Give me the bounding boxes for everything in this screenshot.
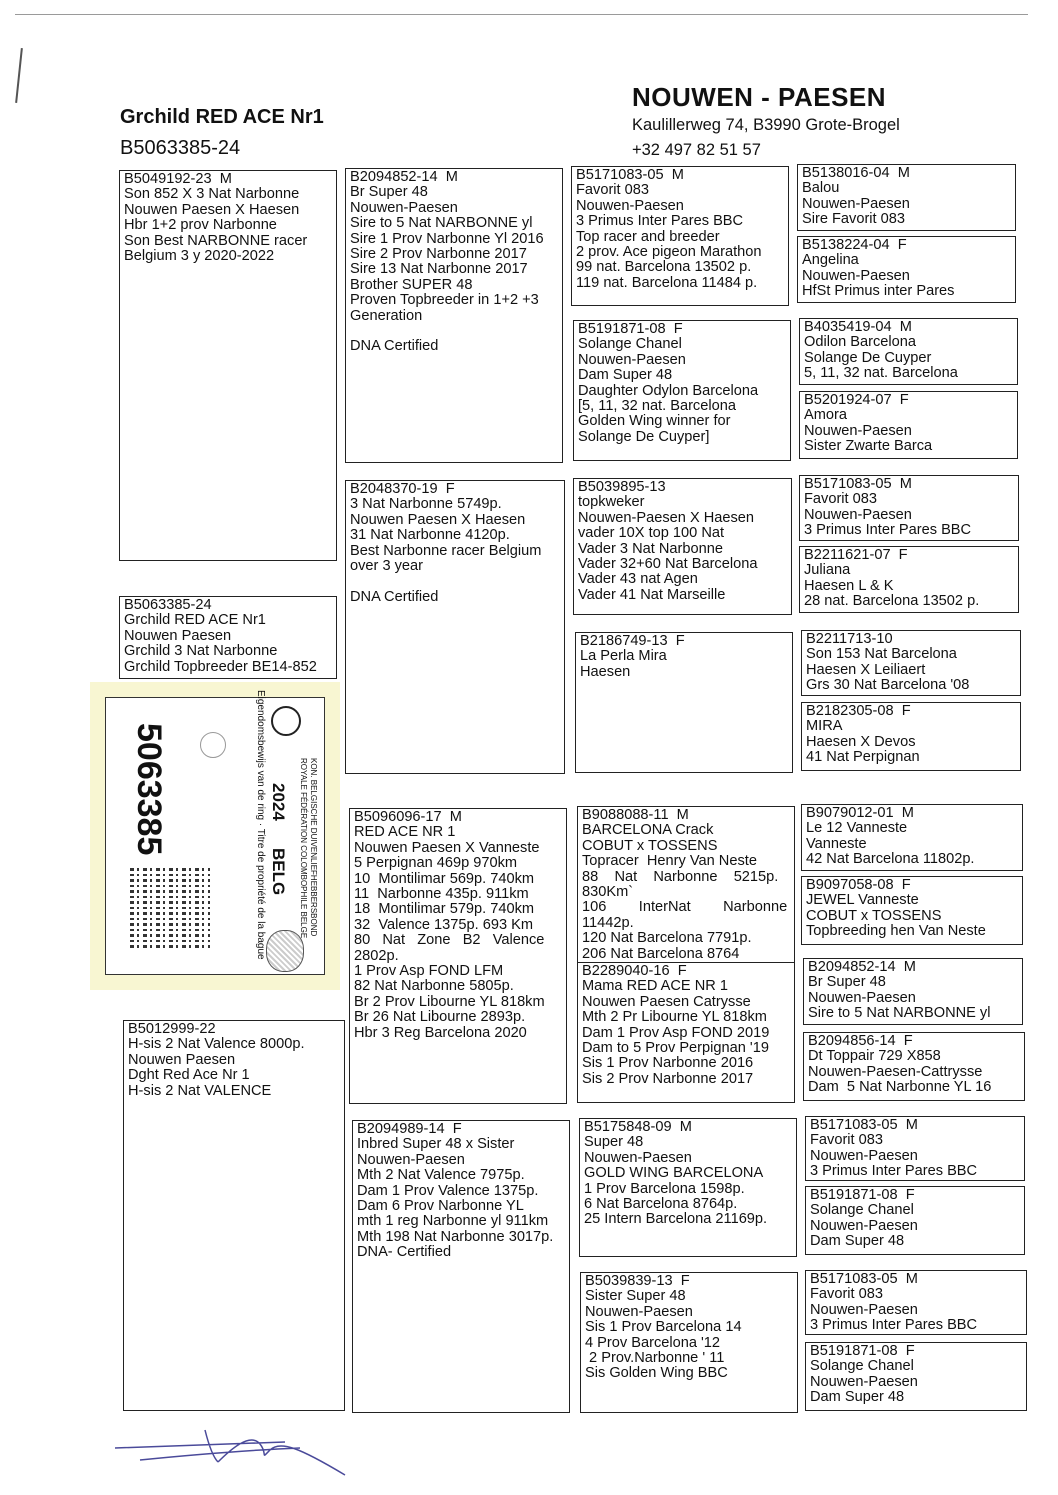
pedigree-line: Haesen L & K <box>804 578 894 594</box>
pedigree-line: Dam 1 Prov Valence 1375p. <box>357 1183 539 1199</box>
pedigree-line: RED ACE NR 1 <box>354 825 456 841</box>
pedigree-line: 3 Primus Inter Pares BBC <box>810 1318 978 1334</box>
ring-number: B5063385-24 <box>120 137 241 159</box>
pedigree-box-g4-6 <box>799 546 1019 613</box>
pedigree-line: Vader 32+60 Nat Barcelona <box>578 557 758 573</box>
pedigree-line: 88 Nat Narbonne 5215p. <box>582 869 779 885</box>
pedigree-line: Nouwen-Paesen <box>804 507 912 523</box>
pedigree-line: 3 Primus Inter Pares BBC <box>576 214 744 230</box>
ring-id: B2094852-14 M <box>350 170 458 185</box>
pedigree-line: Vader 43 nat Agen <box>578 572 698 588</box>
pedigree-box-subject <box>119 596 337 679</box>
pedigree-line: Golden Wing winner for <box>578 414 731 430</box>
pedigree-line: Odilon Barcelona <box>804 335 916 351</box>
pedigree-line: 25 Intern Barcelona 21169p. <box>584 1212 768 1228</box>
pedigree-line: Vader 41 Nat Marseille <box>578 587 726 603</box>
pedigree-box-sd <box>345 480 565 774</box>
pedigree-line: Sister Zwarte Barca <box>804 439 933 455</box>
pedigree-line: 82 Nat Narbonne 5805p. <box>354 979 514 995</box>
pedigree-box-ddd <box>580 1272 798 1413</box>
pedigree-line: [5, 11, 32 nat. Barcelona <box>578 399 736 415</box>
pedigree-line: Son 852 X 3 Nat Narbonne <box>124 187 300 203</box>
breeder-name: NOUWEN - PAESEN <box>632 82 887 112</box>
pedigree-line: Le 12 Vanneste <box>806 821 908 837</box>
pedigree-line: 5, 11, 32 nat. Barcelona <box>804 366 958 382</box>
pedigree-line: mth 1 reg Narbonne yl 911km <box>357 1214 549 1230</box>
ring-id: B9088088-11 M <box>582 808 689 823</box>
pedigree-line: Hbr 1+2 prov Narbonne <box>124 218 277 234</box>
federation-name-nl: KON. BELGISCHE DUIVENLIEFHEBBERSBOND <box>309 758 318 937</box>
pedigree-line: Topbreeding hen Van Neste <box>806 924 986 940</box>
pedigree-line: H-sis 2 Nat VALENCE <box>128 1083 272 1099</box>
pedigree-box-dss <box>577 806 795 963</box>
pedigree-line: Best Narbonne racer Belgium <box>350 543 542 559</box>
breeder-address: Kaulillerweg 74, B3990 Grote-Brogel <box>632 116 900 134</box>
pedigree-line: Dght Red Ace Nr 1 <box>128 1068 250 1084</box>
pedigree-line: Favorit 083 <box>576 183 650 199</box>
pedigree-line: 3 Nat Narbonne 5749p. <box>350 497 502 513</box>
pedigree-box-g4-15 <box>805 1270 1027 1335</box>
pedigree-line: DNA Certified <box>350 589 439 605</box>
pedigree-line: 6 Nat Barcelona 8764p. <box>584 1197 738 1213</box>
pedigree-box-g4-10 <box>801 876 1023 945</box>
pedigree-line: Nouwen-Paesen <box>584 1150 692 1166</box>
pedigree-line <box>350 574 560 589</box>
ring-id: B5063385-24 <box>124 598 212 613</box>
pedigree-line: 2802p. <box>354 948 399 964</box>
pedigree-line: Nouwen-Paesen <box>802 268 910 284</box>
pedigree-line: 10 Montilimar 569p. 740km <box>354 871 535 887</box>
ring-id: B4035419-04 M <box>804 320 912 335</box>
pedigree-box-g4-5 <box>799 475 1019 541</box>
pedigree-line: Nouwen-Paesen <box>585 1304 693 1320</box>
pedigree-line: Nouwen Paesen X Haesen <box>124 202 300 218</box>
pedigree-box-dd <box>352 1120 570 1413</box>
pedigree-box-g4-16 <box>805 1342 1027 1411</box>
ring-id: B2094989-14 F <box>357 1122 462 1137</box>
top-rule <box>15 14 1028 15</box>
pedigree-box-g4-11 <box>803 958 1023 1025</box>
pedigree-line: Son Best NARBONNE racer <box>124 233 308 249</box>
signature <box>110 1420 350 1480</box>
pedigree-box-dam <box>123 1020 345 1411</box>
ring-id: B2048370-19 F <box>350 482 455 497</box>
pedigree-line: 2 Prov.Narbonne ' 11 <box>585 1351 725 1367</box>
pedigree-line: 80 Nat Zone B2 Valence <box>354 933 545 949</box>
pedigree-box-sds <box>573 478 792 615</box>
pedigree-line: 4 Prov Barcelona '12 <box>585 1335 721 1351</box>
pedigree-line: Sire 2 Prov Narbonne 2017 <box>350 247 527 263</box>
pedigree-line: Brother SUPER 48 <box>350 277 473 293</box>
pedigree-line: 11442p. <box>582 915 634 931</box>
pedigree-box-sire <box>119 170 337 561</box>
pedigree-line: Generation <box>350 308 423 324</box>
pedigree-line: 99 nat. Barcelona 13502 p. <box>576 260 752 276</box>
pedigree-line: Nouwen-Paesen-Cattrysse <box>808 1064 983 1080</box>
pedigree-line: Nouwen-Paesen <box>810 1302 918 1318</box>
pedigree-line: 120 Nat Barcelona 7791p. <box>582 931 752 947</box>
pedigree-box-ssd <box>573 320 791 461</box>
pedigree-box-g4-14 <box>805 1186 1025 1255</box>
pedigree-line: over 3 year <box>350 559 424 575</box>
pedigree-box-sdd <box>575 632 793 773</box>
pedigree-line: Dam 5 Nat Narbonne YL 16 <box>808 1080 992 1096</box>
pedigree-box-ss <box>345 168 563 463</box>
pedigree-line: DNA- Certified <box>357 1245 452 1261</box>
pedigree-line: 1 Prov Barcelona 1598p. <box>584 1181 745 1197</box>
ring-id: B2094852-14 M <box>808 960 916 975</box>
pedigree-box-g4-13 <box>805 1116 1025 1181</box>
pedigree-line: Nouwen-Paesen <box>810 1374 918 1390</box>
breeder-phone: +32 497 82 51 57 <box>632 141 761 159</box>
pedigree-box-dds <box>579 1118 797 1257</box>
pedigree-line: H-sis 2 Nat Valence 8000p. <box>128 1037 305 1053</box>
pedigree-line: 3 Primus Inter Pares BBC <box>810 1164 978 1180</box>
ring-id: B5171083-05 M <box>576 168 684 183</box>
ring-year: 2024 <box>269 783 288 821</box>
pedigree-line: Mth 2 Nat Valence 7975p. <box>357 1168 525 1184</box>
pedigree-line: Sire to 5 Nat NARBONNE yl <box>808 1006 991 1022</box>
pedigree-line: Daughter Odylon Barcelona <box>578 383 759 399</box>
pedigree-line: Amora <box>804 408 847 424</box>
pedigree-box-g4-12 <box>803 1032 1025 1101</box>
pedigree-line: Solange Chanel <box>578 337 682 353</box>
ring-card-number: 5063385 <box>130 723 168 856</box>
pedigree-line: Sister Super 48 <box>585 1289 686 1305</box>
pedigree-line: La Perla Mira <box>580 649 667 665</box>
ring-id: B5171083-05 M <box>810 1272 918 1287</box>
pedigree-line: Dam 1 Prov Asp FOND 2019 <box>582 1025 770 1041</box>
pedigree-line: Balou <box>802 181 840 197</box>
pedigree-line: Nouwen-Paesen <box>810 1218 918 1234</box>
pedigree-box-g4-1 <box>797 164 1016 231</box>
pedigree-line: Br Super 48 <box>350 185 428 201</box>
pedigree-line: Solange Chanel <box>810 1203 914 1219</box>
pedigree-line: Dam Super 48 <box>810 1234 905 1250</box>
pedigree-line: Br 2 Prov Libourne YL 818km <box>354 994 545 1010</box>
ring-id: B5049192-23 M <box>124 172 232 187</box>
pedigree-line: Sire 1 Prov Narbonne Yl 2016 <box>350 231 544 247</box>
pedigree-line: Nouwen-Paesen <box>576 198 684 214</box>
pedigree-line: Nouwen-Paesen X Haesen <box>578 510 755 526</box>
pedigree-line: Super 48 <box>584 1135 644 1151</box>
pedigree-line: Haesen X Devos <box>806 734 916 750</box>
pedigree-line: DNA Certified <box>350 339 439 355</box>
ring-id: B2094856-14 F <box>808 1034 913 1049</box>
pedigree-box-dsd <box>577 962 795 1103</box>
pedigree-line: Dam 6 Prov Narbonne YL <box>357 1199 524 1215</box>
pedigree-line: Vanneste <box>806 836 867 852</box>
pedigree-line: 31 Nat Narbonne 4120p. <box>350 528 510 544</box>
ring-id: B5191871-08 F <box>810 1344 915 1359</box>
pedigree-box-g4-8 <box>801 702 1021 771</box>
pedigree-line: 41 Nat Perpignan <box>806 750 920 766</box>
pedigree-line: Nouwen Paesen Catrysse <box>582 994 751 1010</box>
pedigree-box-g4-3 <box>799 318 1018 385</box>
ring-id: B2182305-08 F <box>806 704 911 719</box>
pedigree-line: Solange De Cuyper] <box>578 429 710 445</box>
pedigree-line: Sire to 5 Nat NARBONNE yl <box>350 216 533 232</box>
pedigree-line: Sis 1 Prov Narbonne 2016 <box>582 1056 754 1072</box>
pedigree-line: Belgium 3 y 2020-2022 <box>124 249 275 265</box>
ring-id: B5171083-05 M <box>804 477 912 492</box>
pedigree-line: GOLD WING BARCELONA <box>584 1166 764 1182</box>
pedigree-line: 42 Nat Barcelona 11802p. <box>806 852 975 868</box>
federation-logo-icon <box>271 706 301 736</box>
hologram-seal-icon <box>266 930 304 972</box>
ring-id: B9079012-01 M <box>806 806 914 821</box>
pedigree-line: Topracer Henry Van Neste <box>582 854 757 870</box>
pedigree-line: Dam to 5 Prov Perpignan '19 <box>582 1041 769 1057</box>
ring-id: B2211713-10 <box>806 632 893 647</box>
pedigree-line: Son 153 Nat Barcelona <box>806 647 957 663</box>
pedigree-line: Grs 30 Nat Barcelona '08 <box>806 678 970 694</box>
pedigree-line: 206 Nat Barcelona 8764 <box>582 946 740 962</box>
ring-id: B5012999-22 <box>128 1022 216 1037</box>
pedigree-line: Vader 3 Nat Narbonne <box>578 541 723 557</box>
pedigree-line: Sis Golden Wing BBC <box>585 1366 728 1382</box>
pedigree-line: Hbr 3 Reg Barcelona 2020 <box>354 1025 527 1041</box>
ring-id: B5039895-13 <box>578 480 666 495</box>
ownership-text: Eigendomsbewijs van de ring · Titre de propriété de la bague <box>255 690 266 960</box>
pedigree-line: Proven Topbreeder in 1+2 +3 <box>350 293 539 309</box>
pedigree-box-sss <box>571 166 789 306</box>
pedigree-line: Nouwen Paesen <box>124 628 232 644</box>
pedigree-line: Favorit 083 <box>804 492 878 508</box>
pedigree-line: 32 Valence 1375p. 693 Km <box>354 917 534 933</box>
ring-id: B2186749-13 F <box>580 634 685 649</box>
ring-certificate <box>105 690 325 975</box>
pedigree-box-g4-4 <box>799 391 1018 459</box>
pigeon-title: Grchild RED ACE Nr1 <box>120 106 324 128</box>
pedigree-line: JEWEL Vanneste <box>806 893 919 909</box>
qr-code <box>130 868 210 948</box>
pedigree-line: Dam Super 48 <box>810 1390 905 1406</box>
pedigree-line: Solange De Cuyper <box>804 350 932 366</box>
pedigree-line: Top racer and breeder <box>576 229 720 245</box>
pedigree-line: 5 Perpignan 469p 970km <box>354 856 518 872</box>
pedigree-line: Nouwen-Paesen <box>578 352 686 368</box>
pedigree-line: MIRA <box>806 719 843 735</box>
pedigree-line: 28 nat. Barcelona 13502 p. <box>804 594 980 610</box>
pedigree-line: Dam Super 48 <box>578 368 673 384</box>
pedigree-line: Sis 2 Prov Narbonne 2017 <box>582 1071 754 1087</box>
ring-id: B2289040-16 F <box>582 964 687 979</box>
ring-id: B5096096-17 M <box>354 810 462 825</box>
pedigree-line: 119 nat. Barcelona 11484 p. <box>576 275 758 291</box>
pedigree-line: 11 Narbonne 435p. 911km <box>354 887 529 903</box>
ring-id: B5175848-09 M <box>584 1120 692 1135</box>
pedigree-line: Dt Toppair 729 X858 <box>808 1049 941 1065</box>
pedigree-line: COBUT x TOSSENS <box>806 908 942 924</box>
pen-mark <box>15 48 23 103</box>
pedigree-line: Nouwen-Paesen <box>810 1148 918 1164</box>
pedigree-line: Nouwen Paesen X Vanneste <box>354 840 540 856</box>
pedigree-line: Favorit 083 <box>810 1287 884 1303</box>
pedigree-line: 106 InterNat Narbonne <box>582 900 788 916</box>
pedigree-box-g4-9 <box>801 804 1023 871</box>
pedigree-line: Juliana <box>804 563 851 579</box>
ring-id: B5138016-04 M <box>802 166 910 181</box>
federation-name-fr: ROYALE FÉDÉRATION COLOMBOPHILE BELGE <box>299 758 308 939</box>
pedigree-line: Br 26 Nat Libourne 2893p. <box>354 1010 526 1026</box>
pedigree-line: 2 prov. Ace pigeon Marathon <box>576 245 762 261</box>
pedigree-line: Solange Chanel <box>810 1359 914 1375</box>
ring-id: B5191871-08 F <box>810 1188 915 1203</box>
pedigree-line: Sire 13 Nat Narbonne 2017 <box>350 262 528 278</box>
ring-id: B9097058-08 F <box>806 878 911 893</box>
pedigree-line: Grchild 3 Nat Narbonne <box>124 644 278 660</box>
pedigree-line: BARCELONA Crack <box>582 823 714 839</box>
pedigree-line: Mama RED ACE NR 1 <box>582 979 728 995</box>
pedigree-line: Nouwen Paesen X Haesen <box>350 512 526 528</box>
pedigree-line: Mth 2 Pr Libourne YL 818km <box>582 1010 767 1026</box>
pedigree-line: topkweker <box>578 495 645 511</box>
ring-country: BELG <box>269 848 288 896</box>
ring-id: B5191871-08 F <box>578 322 683 337</box>
ring-id: B5039839-13 F <box>585 1274 690 1289</box>
pedigree-line: Grchild Topbreeder BE14-852 <box>124 659 317 675</box>
pedigree-line: 18 Montilimar 579p. 740km <box>354 902 535 918</box>
pedigree-line: Grchild RED ACE Nr1 <box>124 613 266 629</box>
pedigree-line: Inbred Super 48 x Sister <box>357 1137 515 1153</box>
ring-id: B5138224-04 F <box>802 238 907 253</box>
pedigree-line: Haesen X Leiliaert <box>806 662 926 678</box>
ring-id: B5171083-05 M <box>810 1118 918 1133</box>
pedigree-line: 3 Primus Inter Pares BBC <box>804 523 972 539</box>
pedigree-line: Nouwen-Paesen <box>804 423 912 439</box>
pedigree-line <box>350 324 558 339</box>
punch-hole <box>200 732 226 758</box>
pedigree-box-ds <box>349 808 567 1104</box>
pedigree-line: Mth 198 Nat Narbonne 3017p. <box>357 1229 554 1245</box>
pedigree-line: COBUT x TOSSENS <box>582 838 718 854</box>
pedigree-box-g4-7 <box>801 630 1021 696</box>
pedigree-line: 1 Prov Asp FOND LFM <box>354 964 504 980</box>
pedigree-line: 830Km` <box>582 885 634 901</box>
pedigree-line: Sire Favorit 083 <box>802 212 906 228</box>
pedigree-box-g4-2 <box>797 236 1016 303</box>
pedigree-line: HfSt Primus inter Pares <box>802 284 955 300</box>
ring-certificate-card <box>90 682 340 990</box>
ring-id: B5201924-07 F <box>804 393 909 408</box>
pedigree-line: Sis 1 Prov Barcelona 14 <box>585 1320 742 1336</box>
pedigree-line: Angelina <box>802 253 859 269</box>
pedigree-line: Nouwen-Paesen <box>357 1152 465 1168</box>
pedigree-line: vader 10X top 100 Nat <box>578 526 725 542</box>
pedigree-line: Nouwen-Paesen <box>350 200 458 216</box>
pedigree-line: Nouwen Paesen <box>128 1052 236 1068</box>
ring-id: B2211621-07 F <box>804 548 908 563</box>
pedigree-line: Nouwen-Paesen <box>808 990 916 1006</box>
pedigree-line: Favorit 083 <box>810 1133 884 1149</box>
pedigree-line: Haesen <box>580 664 631 680</box>
pedigree-line: Br Super 48 <box>808 975 886 991</box>
pedigree-line: Nouwen-Paesen <box>802 196 910 212</box>
